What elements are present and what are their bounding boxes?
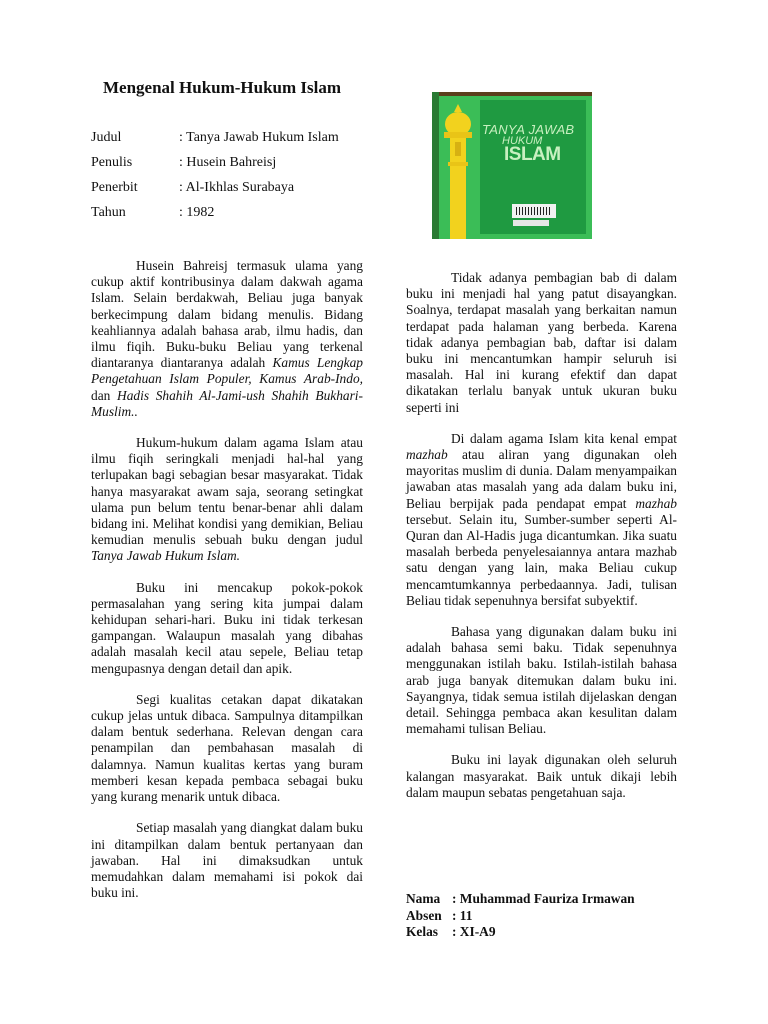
book-info-table: [91, 130, 339, 230]
library-label: [513, 220, 549, 226]
barcode-sticker: [512, 204, 556, 218]
signature-label: Nama: [406, 891, 441, 906]
paragraph: [91, 258, 363, 420]
book-info-label: Penulis: [91, 155, 133, 170]
book-titles: Hadis Shahih Al-Jami-ush Shahih Bukhari-Muslim..: [91, 387, 363, 419]
paragraph-text: tersebut. Selain itu, Sumber-sumber seperti Al-Quran dan Al-Hadis juga dicantumkan. Jika suatu masalah berbeda penyelesaiannya antara mazhab satu dengan yang lain, maka Beliau cukup mencamtumkannya perbedaannya. Jadi, tulisan Beliau tidak sepenuhnya bersifat subyektif.: [406, 511, 677, 608]
signature-value: : 11: [452, 907, 473, 923]
book-info-row-publisher: [91, 180, 339, 205]
signature-label: Kelas: [406, 924, 438, 939]
book-cover-image: [432, 92, 592, 239]
signature-row: [406, 891, 635, 908]
paragraph-text: Husein Bahreisj termasuk ulama yang cukup aktif kontribusinya dalam dakwah agama Islam. Selain berdakwah, Beliau juga banyak berkecimpung dalam bidang menulis. Bidang keahliannya adalah bahasa arab, ilmu hadis, dan ilmu fiqih. Buku-buku Beliau yang terkenal diantaranya diantaranya adalah: [91, 258, 363, 371]
author-signature: [406, 891, 635, 941]
book-titles: Kamus Lengkap Pengetahuan Islam Populer, Kamus Arab-Indo,: [91, 355, 363, 387]
paragraph: [91, 435, 363, 565]
left-column: [91, 258, 363, 916]
paragraph-text: atau aliran yang digunakan oleh mayoritas muslim di dunia. Dalam menyampaikan jawaban atas masalah yang ada dalam buku ini, Beliau berpijak pada pendapat empat: [406, 447, 677, 511]
paragraph: Tidak adanya pembagian bab di dalam buku ini menjadi hal yang patut disayangkan. Soalnya, terdapat masalah yang berkaitan namun terdapat pada halaman yang berbeda. Karena tidak adanya pembagian bab, daftar isi dalam buku ini mencantumkan hampir seluruh isi masalah. Hal ini kurang efektif dan dapat dikatakan terlalu banyak untuk ukuran buku seperti ini: [406, 270, 677, 415]
paragraph: Buku ini layak digunakan oleh seluruh kalangan masyarakat. Baik untuk dikaji lebih dalam maupun sebatas pengetahuan saja.: [406, 752, 677, 800]
book-info-value: : Husein Bahreisj: [179, 155, 277, 170]
paragraph: Buku ini mencakup pokok-pokok permasalahan yang sering kita jumpai dalam kehidupan sehari-hari. Buku ini tidak terkesan gampangan. Walaupun masalah yang dibahas adalah masalah kecil atau sepele, Beliau tetap mengupasnya dengan detail dan apik.: [91, 579, 363, 676]
cover-title: HUKUM: [502, 135, 543, 147]
book-info-label: Penerbit: [91, 180, 138, 195]
book-info-row-author: [91, 155, 339, 180]
book-info-value: : Al-Ikhlas Surabaya: [179, 180, 295, 195]
paragraph: Bahasa yang digunakan dalam buku ini adalah bahasa semi baku. Tidak sepenuhnya menggunakan istilah baku. Istilah-istilah bahasa arab juga banyak ditemukan dalam buku ini. Sayangnya, tidak semua istilah dijelaskan dengan detail. Sehingga pembaca akan kesulitan dalam memahami tulisan Beliau.: [406, 624, 677, 737]
paragraph-text: Di dalam agama Islam kita kenal empat: [451, 430, 677, 446]
signature-value: : XI-A9: [452, 924, 496, 939]
book-info-label: Judul: [91, 130, 122, 145]
signature-label: Absen: [406, 907, 442, 923]
cover-title: TANYA JAWAB: [482, 122, 575, 137]
signature-row: [406, 908, 635, 925]
book-info-row-title: [91, 130, 339, 155]
cover-title: ISLAM: [504, 144, 561, 165]
book-info-label: Tahun: [91, 205, 126, 220]
book-info-row-year: [91, 205, 339, 230]
paragraph: Segi kualitas cetakan dapat dikatakan cukup jelas untuk dibaca. Sampulnya ditampilkan dalam bentuk sederhana. Relevan dengan cara penampilan dan pembahasan masalah di dalamnya. Namun kualitas kertas yang buram memberi kesan kepada pembaca sebagai buku yang kurang menarik untuk dibaca.: [91, 691, 363, 805]
signature-value: : Muhammad Fauriza Irmawan: [452, 891, 635, 906]
term: mazhab: [635, 495, 677, 511]
minaret-icon: [436, 92, 480, 239]
paragraph: [406, 431, 677, 609]
right-column: [406, 270, 677, 816]
book-info-value: : Tanya Jawab Hukum Islam: [179, 130, 339, 145]
paragraph: Setiap masalah yang diangkat dalam buku ini ditampilkan dalam bentuk pertanyaan dan jawaban. Hal ini dimaksudkan untuk memudahkan dalam memahami isi pokok dai buku ini.: [91, 820, 363, 901]
term: mazhab: [406, 447, 448, 463]
paragraph-text: dan: [91, 387, 118, 403]
book-info-value: : 1982: [179, 205, 215, 220]
book-title: Tanya Jawab Hukum Islam.: [91, 548, 241, 564]
page-title: Mengenal Hukum-Hukum Islam: [103, 78, 342, 97]
paragraph-text: Hukum-hukum dalam agama Islam atau ilmu fiqih seringkali menjadi hal-hal yang terlupakan bagi sebagian besar masyarakat. Tidak hanya masyarakat awam saja, seorang setingkat ulama pun belum tentu benar-benar ahli dalam bidang ini. Melihat kondisi yang demikian, Beliau kemudian menulis sebuah buku dengan judul: [91, 435, 363, 548]
signature-row: [406, 924, 635, 941]
